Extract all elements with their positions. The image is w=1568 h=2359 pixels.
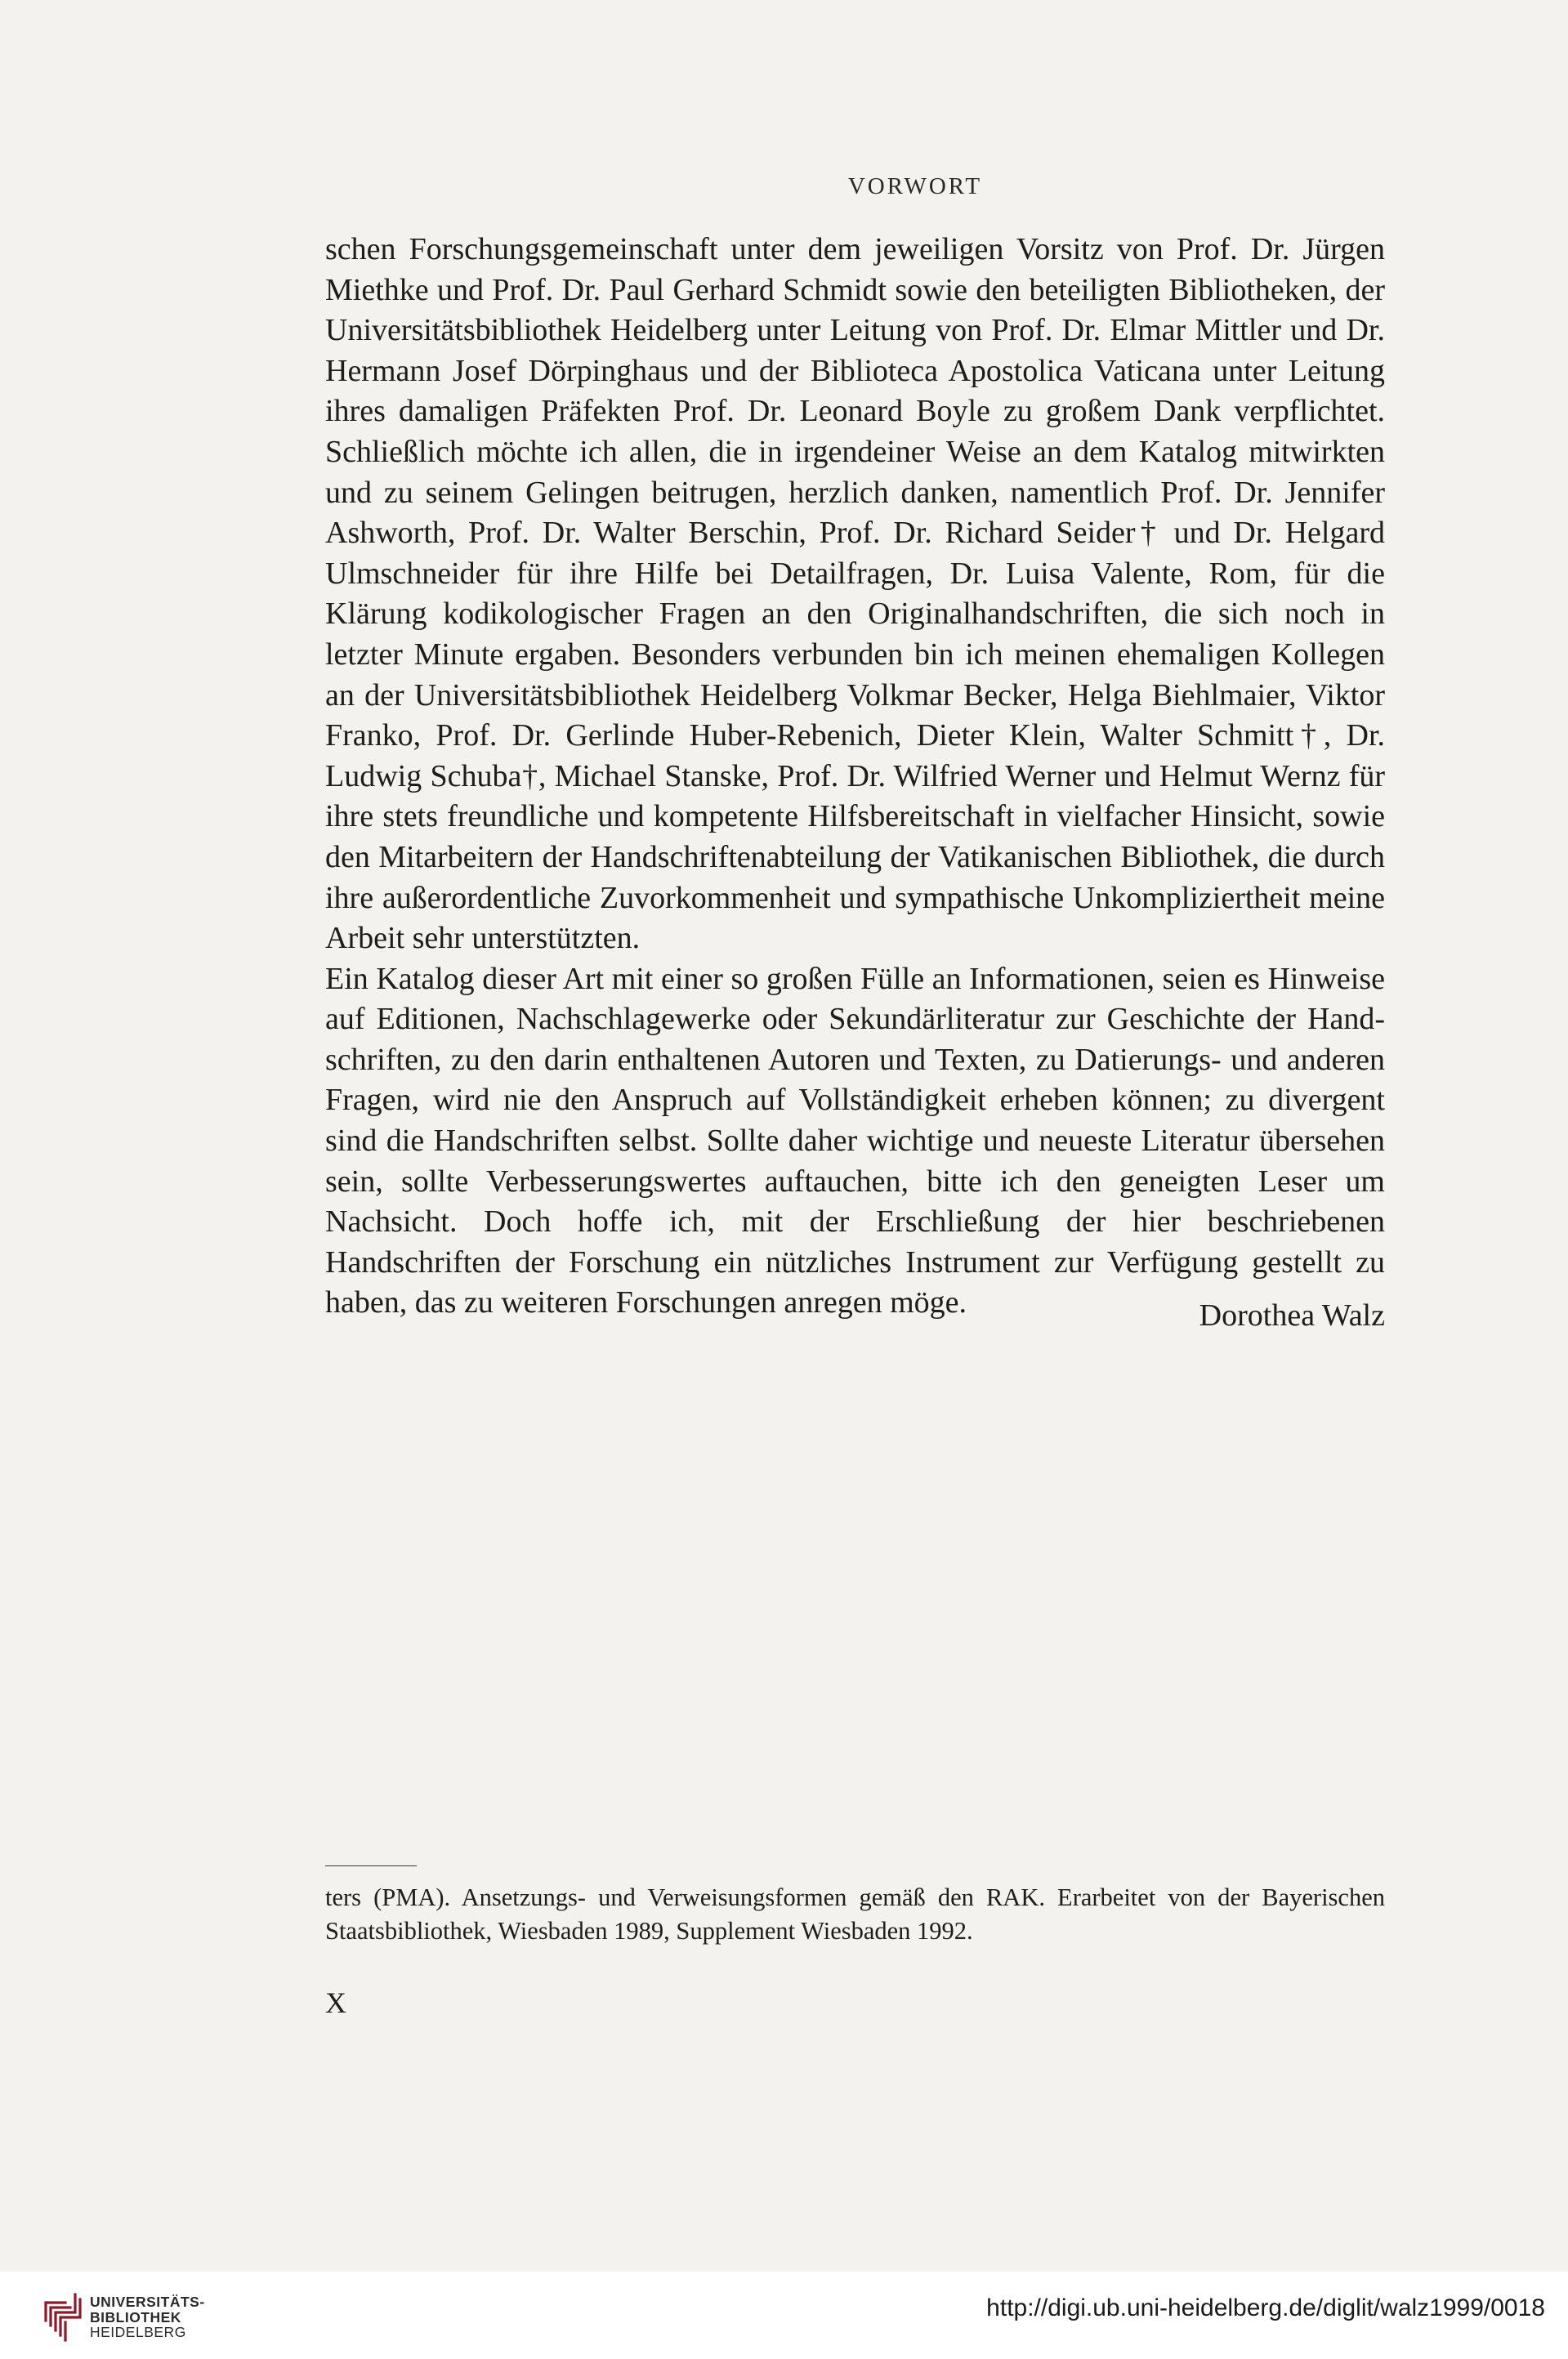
logo-line-3: HEIDELBERG	[90, 2324, 186, 2340]
library-logo-text	[90, 2294, 205, 2340]
source-url-link[interactable]: http://digi.ub.uni-heidelberg.de/diglit/walz1999/0018	[986, 2294, 1545, 2321]
paragraph: Ein Katalog dieser Art mit einer so großen Fülle an Informationen, seien es Hinweise auf Editionen, Nachschlagewerke oder Sekundärliteratur zur Geschichte der Handschriften, zu den darin enthaltenen Autoren und Texten, zu Datierungs- und anderen Fragen, wird nie den Anspruch auf Vollständigkeit erheben können; zu divergent sind die Handschriften selbst. Sollte daher wichtige und neueste Literatur übersehen sein, sollte Verbesserungswertes auftauchen, bitte ich den geneigten Leser um Nachsicht. Doch hoffe ich, mit der Erschließung der hier beschriebenen Handschriften der Forschung ein nützliches Instrument zur Verfügung gestellt zu haben, das zu weiteren Forschungen anregen möge.	[325, 961, 1385, 1320]
logo-line-2: BIBLIOTHEK	[90, 2308, 181, 2325]
page-number: X	[325, 1986, 346, 2019]
footnote-rule	[325, 1865, 417, 1866]
paragraph: schen Forschungsgemeinschaft unter dem jeweiligen Vorsitz von Prof. Dr. Jürgen Miethke und Prof. Dr. Paul Gerhard Schmidt sowie den beteiligten Bibliotheken, der Universitätsbibliothek Heidelberg unter Leitung von Prof. Dr. Elmar Mittler und Dr. Hermann Josef Dörpinghaus und der Biblioteca Apostolica Vaticana unter Leitung ihres damaligen Präfekten Prof. Dr. Leonard Boyle zu großem Dank verpflichtet. Schließlich möchte ich allen, die in irgendeiner Weise an dem Katalog mitwirkten und zu seinem Gelingen beitrugen, herzlich danken, namentlich Prof. Dr. Jennifer Ashworth, Prof. Dr. Walter Berschin, Prof. Dr. Richard Seider† und Dr. Helgard Ulmschneider für ihre Hilfe bei Detailfragen, Dr. Luisa Valente, Rom, für die Klärung kodikologischer Fragen an den Originalhandschriften, die sich noch in letzter Minute ergaben. Besonders verbunden bin ich meinen ehemaligen Kollegen an der Universitätsbibliothek Heidelberg Volkmar Becker, Helga Biehlmaier, Viktor Franko, Prof. Dr. Gerlinde Huber-Rebenich, Dieter Klein, Walter Schmitt†, Dr. Ludwig Schuba†, Michael Stanske, Prof. Dr. Wilfried Werner und Helmut Wernz für ihre stets freundliche und kompetente Hilfsbereitschaft in vielfacher Hinsicht, sowie den Mitarbeitern der Handschriftenabteilung der Vatikanischen Bibliothek, die durch ihre außerordentliche Zuvorkommenheit und sympathische Unkompliziertheit meine Arbeit sehr unterstützten.	[325, 232, 1385, 956]
library-logo-icon	[42, 2293, 85, 2342]
footnote: ters (PMA). Ansetzungs- und Verweisungsformen gemäß den RAK. Erarbeitet von der Bayerischen Staatsbibliothek, Wiesbaden 1989, Supplement Wiesbaden 1992.	[325, 1883, 1385, 1945]
body-text	[325, 230, 1385, 1324]
signature: Dorothea Walz	[1199, 1298, 1385, 1333]
running-head: VORWORT	[847, 173, 983, 199]
logo-line-1: UNIVERSITÄTS-	[90, 2294, 205, 2310]
